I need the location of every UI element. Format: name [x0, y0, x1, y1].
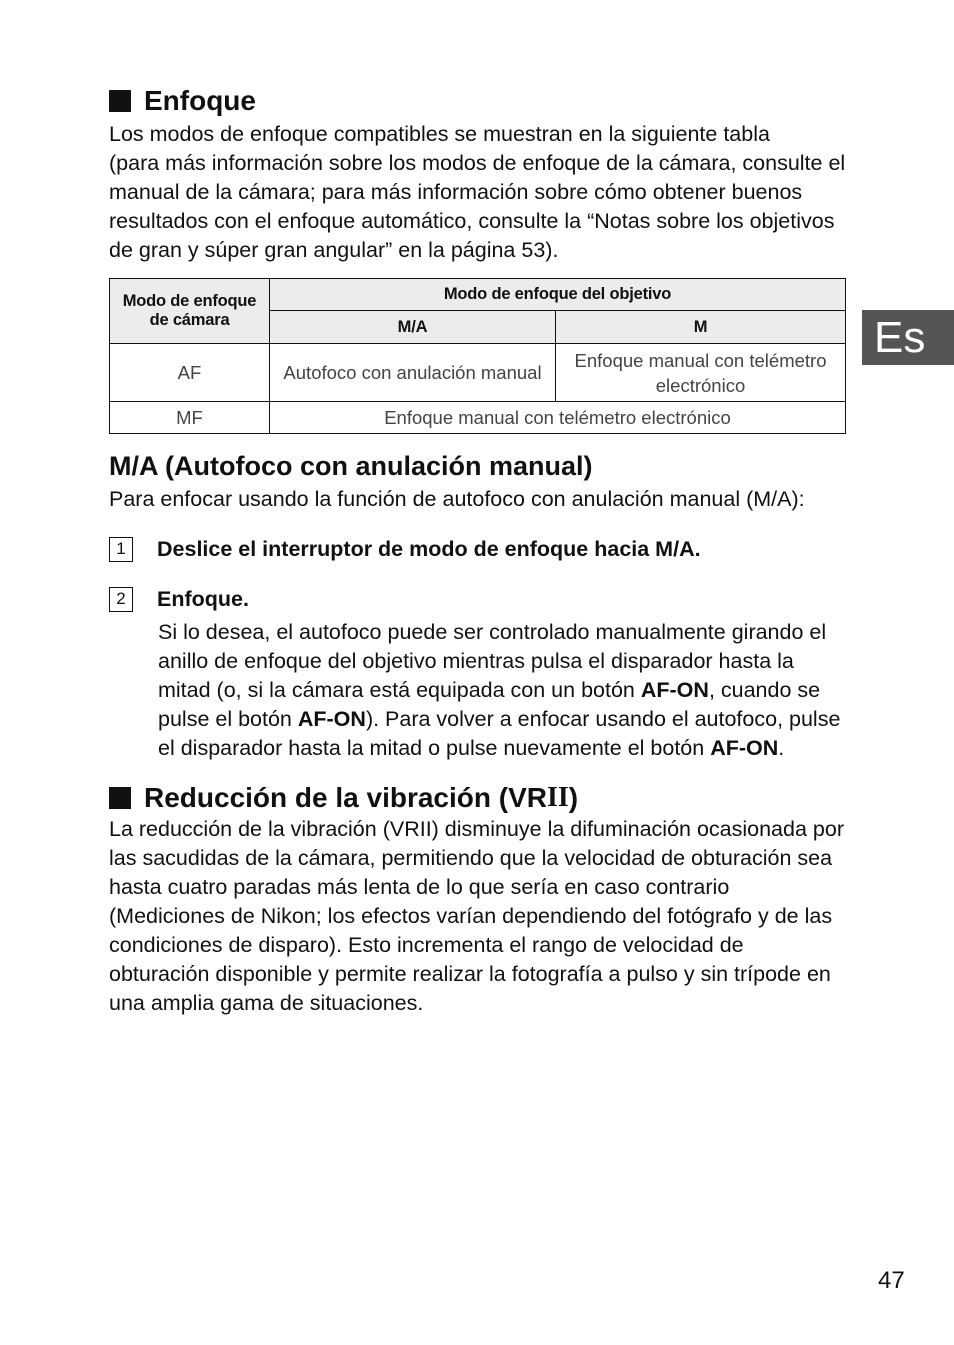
cell-af-ma: Autofoco con anulación manual	[270, 344, 556, 402]
cell-af-m: Enfoque manual con telémetro electrónico	[556, 344, 846, 402]
vr-heading-roman: II	[546, 782, 569, 813]
enfoque-intro-paren-open: (	[109, 151, 117, 175]
enfoque-heading-text: Enfoque	[144, 85, 256, 116]
cell-mode-af: AF	[110, 344, 270, 402]
enfoque-intro-paren-close: ).	[545, 238, 559, 262]
cell-mf-merged: Enfoque manual con telémetro electrónico	[270, 402, 846, 434]
step-2-text-d: .	[778, 736, 785, 760]
section-square-icon	[109, 90, 131, 112]
step-2-text-a: Si lo desea, el autofoco puede ser controlado manualmente girando el anillo de enfoque del objetivo mientras pulsa el disparador hasta la mitad (o, si la cámara está equipada con un botón	[158, 620, 827, 702]
page-number: 47	[878, 1267, 905, 1294]
af-on-label: AF-ON	[640, 678, 709, 702]
focus-mode-table	[109, 278, 846, 434]
vr-heading-text: Reducción de la vibración (VR	[144, 782, 547, 813]
vr-text: La reducción de la vibración (VRII) disminuye la difuminación ocasionada por las sacudidas de la cámara, permitiendo que la velocidad de obturación sea hasta cuatro paradas más lenta de lo que sería en caso contrario (Mediciones de Nikon; los efectos varían dependiendo del fotógrafo y de las condiciones de disparo). Esto incrementa el rango de velocidad de obturación disponible y permite realizar la fotografía a pulso y sin trípode en una amplia gama de situaciones.	[109, 817, 844, 1015]
page-content	[109, 82, 849, 1018]
header-m: M	[556, 311, 846, 344]
step-2-title: Enfoque.	[157, 587, 249, 611]
step-1	[109, 535, 849, 564]
step-2	[109, 585, 849, 614]
ma-heading: M/A (Autofoco con anulación manual)	[109, 451, 593, 481]
table-row	[110, 402, 846, 434]
step-2-text-b: , cuando se pulse el botón	[158, 678, 821, 731]
header-ma: M/A	[270, 311, 556, 344]
enfoque-heading	[109, 82, 849, 120]
table-row	[110, 344, 846, 402]
step-2-number: 2	[109, 587, 133, 612]
af-on-label: AF-ON	[297, 707, 366, 731]
step-1-number: 1	[109, 537, 133, 562]
step-1-title: Deslice el interruptor de modo de enfoque hacia M/A.	[157, 537, 701, 561]
cell-mode-mf: MF	[110, 402, 270, 434]
ma-intro: Para enfocar usando la función de autofoco con anulación manual (M/A):	[109, 487, 805, 511]
vr-heading	[109, 779, 849, 817]
section-square-icon	[109, 787, 131, 809]
step-2-body	[158, 618, 849, 763]
header-lens-mode: Modo de enfoque del objetivo	[270, 279, 846, 311]
enfoque-intro	[109, 120, 849, 265]
step-2-text-c: ). Para volver a enfocar usando el autofoco, pulse el disparador hasta la mitad o pulse nuevamente el botón	[158, 707, 841, 760]
enfoque-intro-line1: Los modos de enfoque compatibles se muestran en la siguiente tabla	[109, 122, 770, 146]
header-camera-mode: Modo de enfoque de cámara	[110, 279, 270, 344]
af-on-label: AF-ON	[710, 736, 779, 760]
vr-heading-close: )	[568, 782, 579, 813]
enfoque-intro-paren-text: para más información sobre los modos de enfoque de la cámara, consulte el manual de la cámara; para más información sobre cómo obtener buenos resultados con el enfoque automático, consulte la “Notas sobre los objetivos de gran y súper gran angular” en la página 53	[109, 151, 846, 262]
language-tab: Es	[862, 310, 954, 365]
